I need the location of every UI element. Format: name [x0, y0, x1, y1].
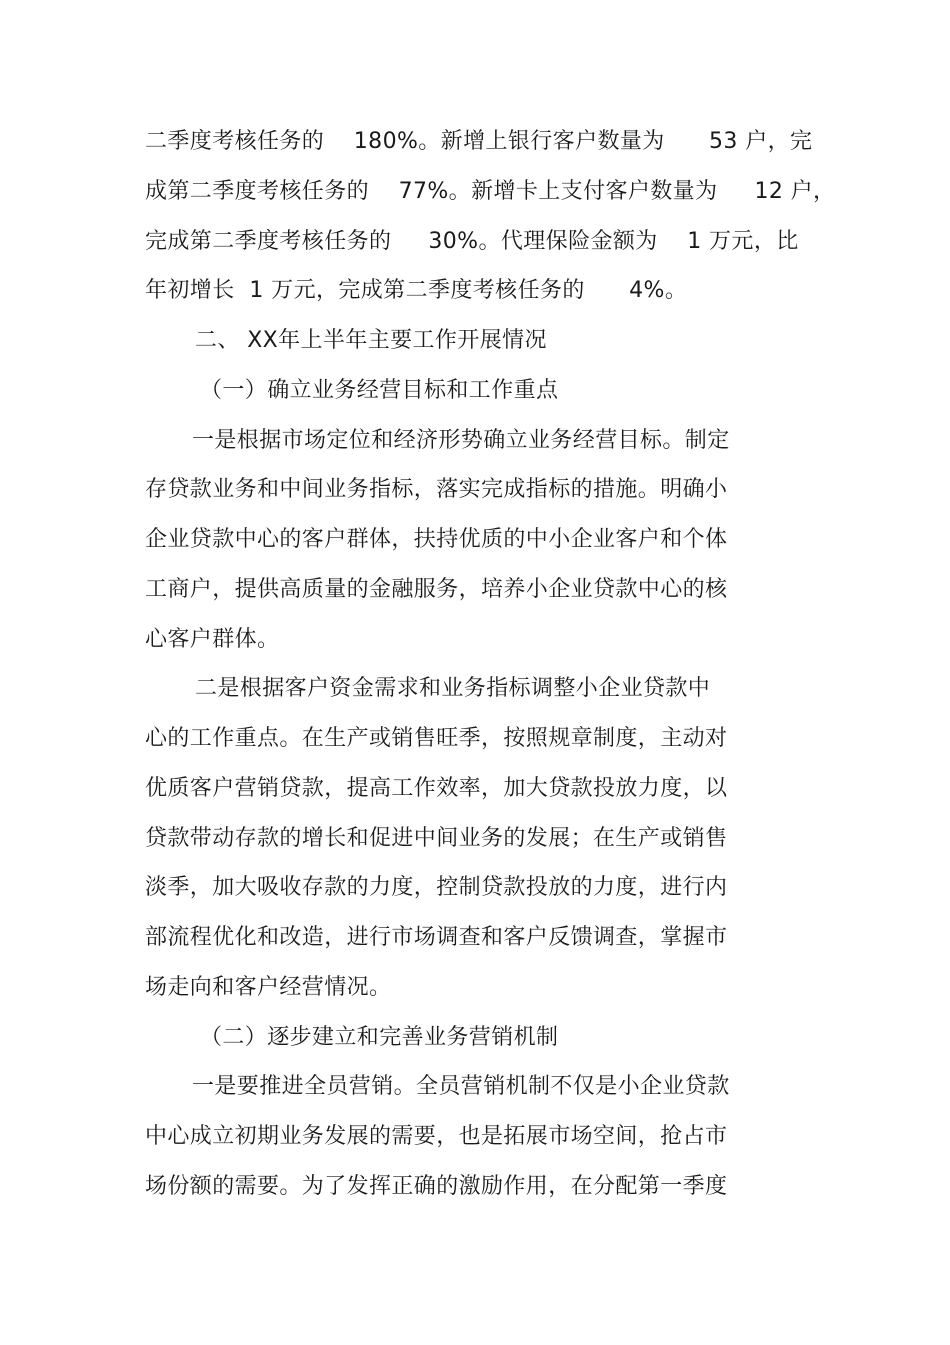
- paragraph-first-line: 一是要推进全员营销。全员营销机制不仅是小企业贷款: [192, 1074, 730, 1099]
- text-line: 部流程优化和改造，进行市场调查和客户反馈调查，掌握市: [145, 925, 728, 950]
- text-line: 淡季，加大吸收存款的力度，控制贷款投放的力度，进行内: [145, 875, 728, 900]
- text-line: 场走向和客户经营情况。: [145, 975, 392, 1000]
- text-line: 存贷款业务和中间业务指标，落实完成指标的措施。明确小: [145, 477, 728, 502]
- text-line: 企业贷款中心的客户群体，扶持优质的中小企业客户和个体: [145, 527, 728, 552]
- text-line: 成第二季度考核任务的 77%。新增卡上支付客户数量为 12 户，: [145, 179, 836, 204]
- paragraph-first-line: 二是根据客户资金需求和业务指标调整小企业贷款中: [195, 676, 711, 701]
- text-line: 优质客户营销贷款，提高工作效率，加大贷款投放力度，以: [145, 776, 728, 801]
- text-line: 年初增长 1 万元，完成第二季度考核任务的 4%。: [145, 278, 688, 303]
- text-line: 心的工作重点。在生产或销售旺季，按照规章制度，主动对: [145, 726, 728, 751]
- section-heading: 二、 XX年上半年主要工作开展情况: [195, 328, 547, 353]
- text-line: 中心成立初期业务发展的需要，也是拓展市场空间，抢占市: [145, 1124, 728, 1149]
- subsection-heading: （一）确立业务经营目标和工作重点: [200, 378, 559, 403]
- text-line: 场份额的需要。为了发挥正确的激励作用，在分配第一季度: [145, 1174, 728, 1199]
- text-line: 完成第二季度考核任务的 30%。代理保险金额为 1 万元，比: [145, 229, 799, 254]
- text-line: 工商户，提供高质量的金融服务，培养小企业贷款中心的核: [145, 577, 728, 602]
- text-line: 心客户群体。: [145, 627, 280, 652]
- text-line: 贷款带动存款的增长和促进中间业务的发展；在生产或销售: [145, 826, 728, 851]
- subsection-heading: （二）逐步建立和完善业务营销机制: [200, 1025, 559, 1050]
- paragraph-first-line: 一是根据市场定位和经济形势确立业务经营目标。制定: [192, 428, 730, 453]
- text-line: 二季度考核任务的 180%。新增上银行客户数量为 53 户，完: [145, 129, 813, 154]
